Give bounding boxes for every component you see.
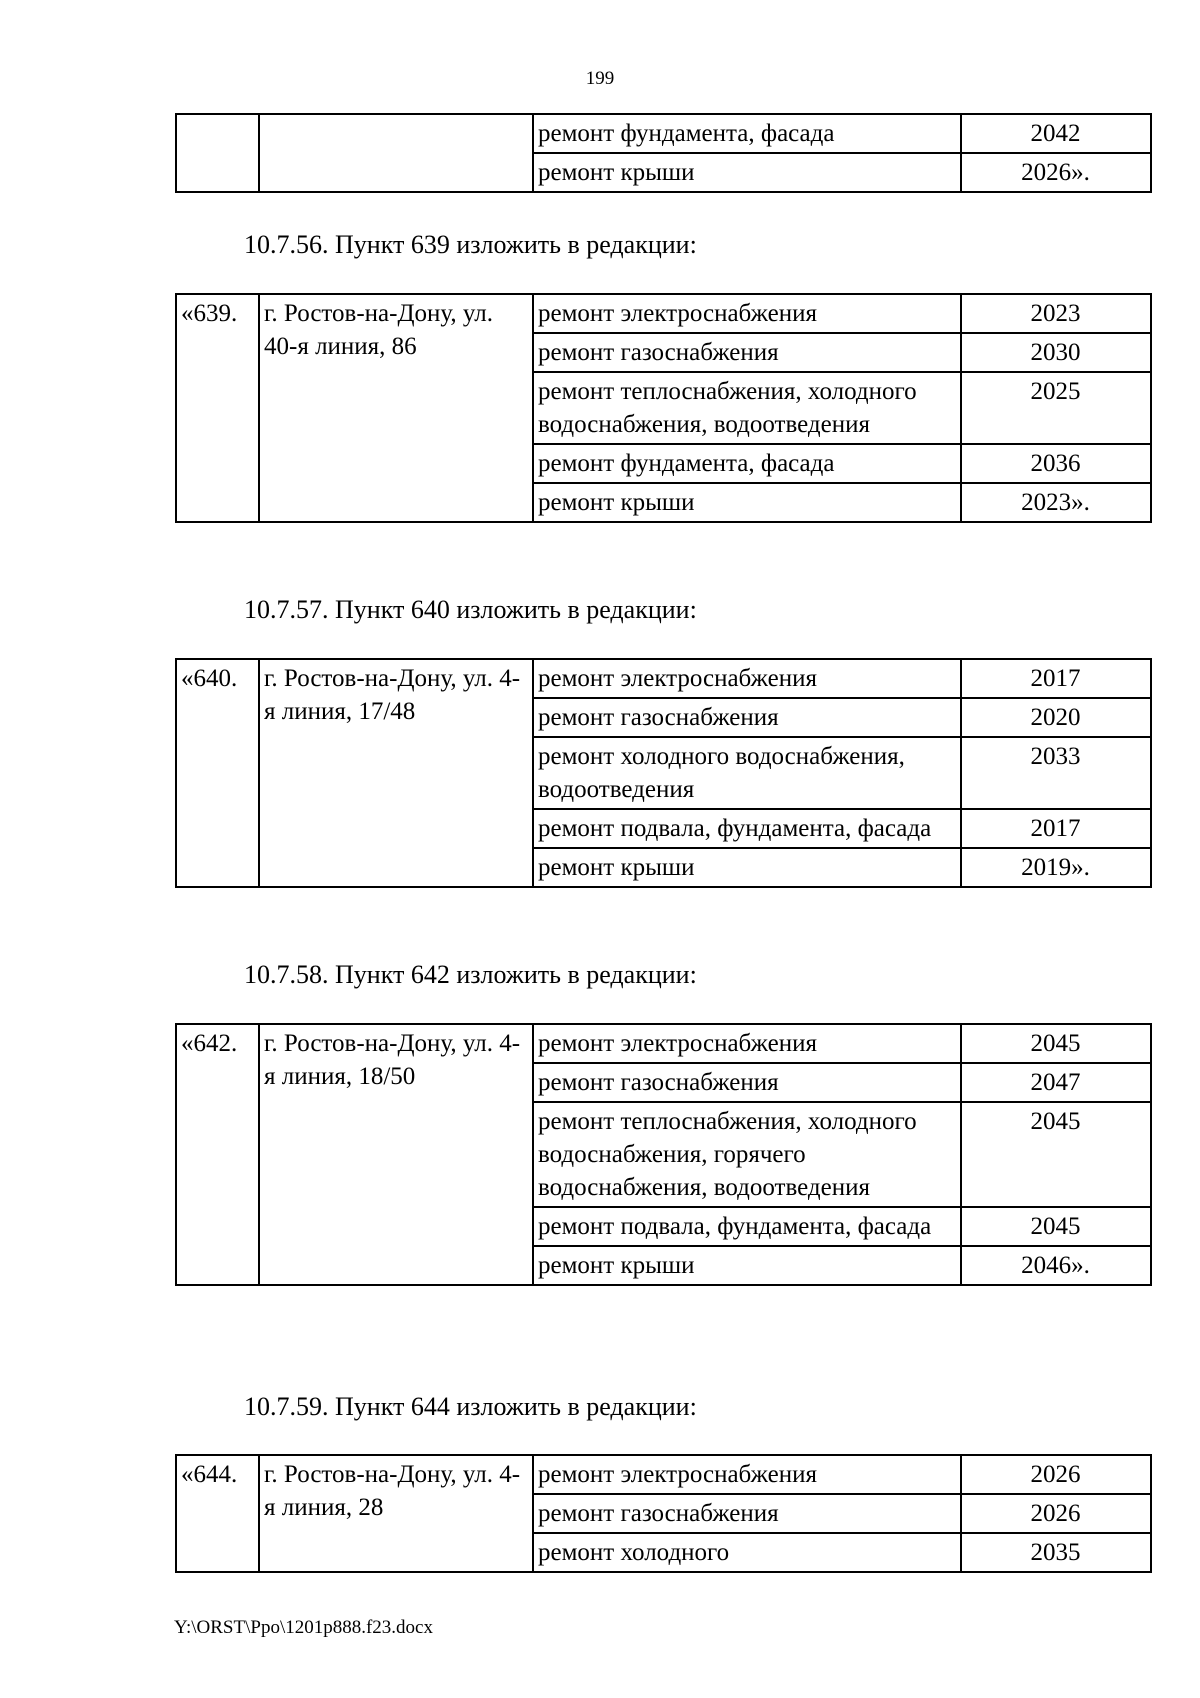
item-address: г. Ростов-на-Дону, ул. 4-я линия, 18/50	[259, 1024, 533, 1285]
work-cell: ремонт теплоснабжения, холодного водоснабжения, водоотведения	[533, 372, 961, 444]
item-address: г. Ростов-на-Дону, ул. 4-я линия, 28	[259, 1455, 533, 1572]
work-cell: ремонт теплоснабжения, холодного водоснабжения, горячего водоснабжения, водоотведения	[533, 1102, 961, 1207]
section-table	[175, 1023, 1152, 1286]
work-cell: ремонт подвала, фундамента, фасада	[533, 1207, 961, 1246]
section-table	[175, 658, 1152, 888]
continuation-table	[175, 113, 1152, 193]
table-row	[176, 659, 1151, 698]
work-cell: ремонт фундамента, фасада	[533, 114, 961, 153]
work-cell: ремонт газоснабжения	[533, 1494, 961, 1533]
number-cell	[176, 114, 259, 192]
work-cell: ремонт фундамента, фасада	[533, 444, 961, 483]
year-cell: 2017	[961, 809, 1151, 848]
year-cell: 2036	[961, 444, 1151, 483]
file-path-footer: Y:\ORST\Ppo\1201p888.f23.docx	[174, 1617, 433, 1638]
work-cell: ремонт газоснабжения	[533, 698, 961, 737]
table-row	[176, 1455, 1151, 1494]
section-heading: 10.7.57. Пункт 640 изложить в редакции:	[244, 595, 697, 624]
year-cell: 2019».	[961, 848, 1151, 887]
year-cell: 2025	[961, 372, 1151, 444]
year-cell: 2026	[961, 1455, 1151, 1494]
year-cell: 2045	[961, 1024, 1151, 1063]
year-cell: 2033	[961, 737, 1151, 809]
item-number: «642.	[176, 1024, 259, 1285]
year-cell: 2020	[961, 698, 1151, 737]
work-cell: ремонт электроснабжения	[533, 1024, 961, 1063]
section-heading: 10.7.56. Пункт 639 изложить в редакции:	[244, 230, 697, 259]
work-cell: ремонт электроснабжения	[533, 294, 961, 333]
table-row	[176, 1024, 1151, 1063]
item-number: «639.	[176, 294, 259, 522]
work-cell: ремонт холодного водоснабжения, водоотведения	[533, 737, 961, 809]
address-cell	[259, 114, 533, 192]
year-cell: 2030	[961, 333, 1151, 372]
work-cell: ремонт крыши	[533, 1246, 961, 1285]
year-cell: 2023».	[961, 483, 1151, 522]
section-table	[175, 1454, 1152, 1573]
work-cell: ремонт подвала, фундамента, фасада	[533, 809, 961, 848]
year-cell: 2047	[961, 1063, 1151, 1102]
year-cell: 2023	[961, 294, 1151, 333]
work-cell: ремонт электроснабжения	[533, 659, 961, 698]
item-number: «640.	[176, 659, 259, 887]
year-cell: 2035	[961, 1533, 1151, 1572]
work-cell: ремонт газоснабжения	[533, 333, 961, 372]
section-table	[175, 293, 1152, 523]
year-cell: 2017	[961, 659, 1151, 698]
table-row	[176, 294, 1151, 333]
item-address: г. Ростов-на-Дону, ул. 4-я линия, 17/48	[259, 659, 533, 887]
year-cell: 2045	[961, 1207, 1151, 1246]
section-heading: 10.7.58. Пункт 642 изложить в редакции:	[244, 960, 697, 989]
year-cell: 2045	[961, 1102, 1151, 1207]
table-row	[176, 114, 1151, 153]
work-cell: ремонт газоснабжения	[533, 1063, 961, 1102]
item-address: г. Ростов-на-Дону, ул. 40-я линия, 86	[259, 294, 533, 522]
work-cell: ремонт холодного	[533, 1533, 961, 1572]
work-cell: ремонт электроснабжения	[533, 1455, 961, 1494]
work-cell: ремонт крыши	[533, 153, 961, 192]
work-cell: ремонт крыши	[533, 848, 961, 887]
year-cell: 2042	[961, 114, 1151, 153]
section-heading: 10.7.59. Пункт 644 изложить в редакции:	[244, 1392, 697, 1421]
work-cell: ремонт крыши	[533, 483, 961, 522]
year-cell: 2026	[961, 1494, 1151, 1533]
year-cell: 2046».	[961, 1246, 1151, 1285]
item-number: «644.	[176, 1455, 259, 1572]
year-cell: 2026».	[961, 153, 1151, 192]
page-number: 199	[585, 68, 615, 89]
